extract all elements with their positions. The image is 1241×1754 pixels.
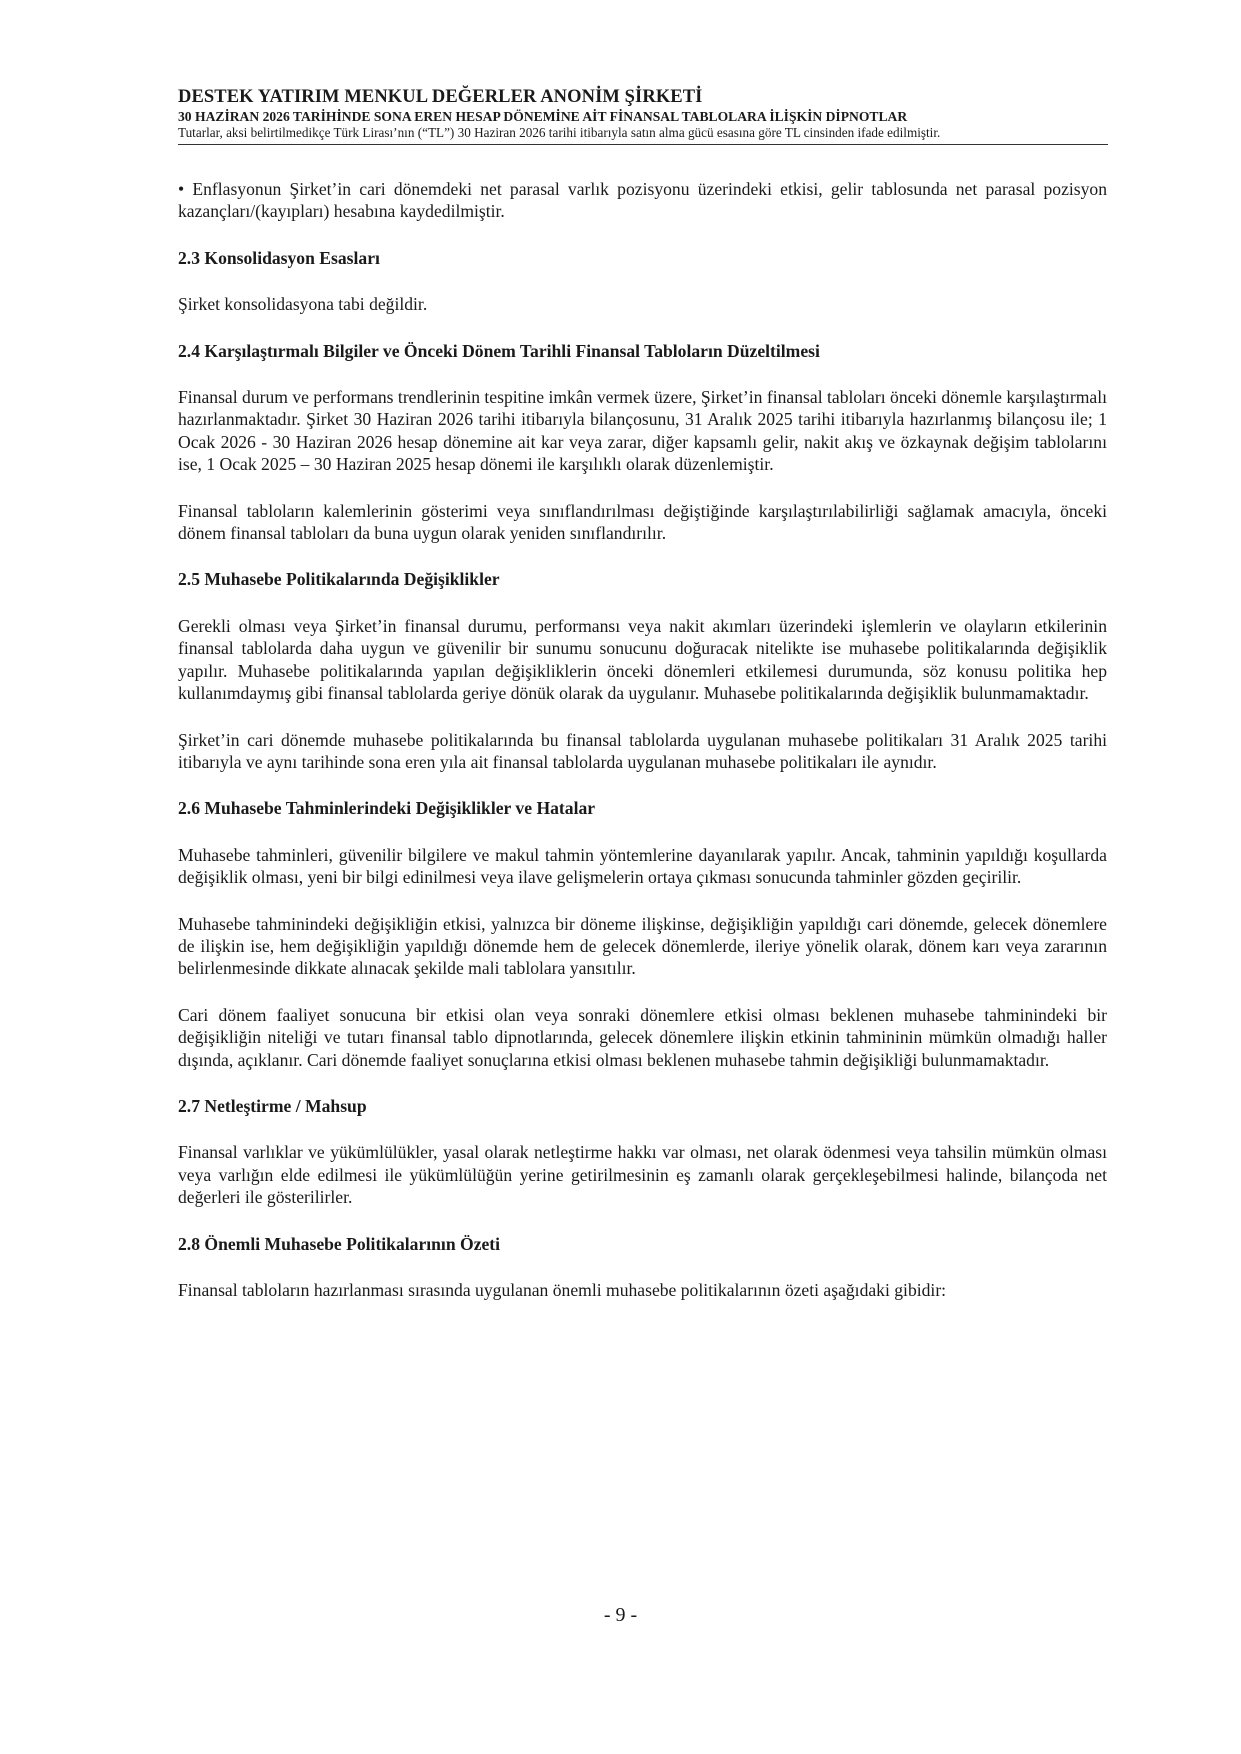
section-2-6-paragraph-2: Muhasebe tahminindeki değişikliğin etkisi, yalnızca bir döneme ilişkinse, değişikliğin yapıldığı cari dönemde, gelecek dönemlere de ilişkin ise, hem değişikliğin yapıldığı dönemde hem de gelecek dönemlerde, ileriye yönelik olarak, dönem karı veya zararının belirlenmesinde dikkate alınacak şekilde mali tablolara yansıtılır.	[178, 913, 1107, 979]
section-2-6-paragraph-3: Cari dönem faaliyet sonucuna bir etkisi olan veya sonraki dönemlere etkisi olması beklenen muhasebe tahminindeki bir değişikliğin niteliği ve tutarı finansal tablo dipnotlarında, gelecek dönemlere ilişkin etkinin tahmininin mümkün olmadığı haller dışında, açıklanır. Cari dönemde faaliyet sonuçlarına etkisi olması beklenen muhasebe tahmin değişikliği bulunmamaktadır.	[178, 1004, 1107, 1070]
currency-note: Tutarlar, aksi belirtilmedikçe Türk Lirası’nın (“TL”) 30 Haziran 2026 tarihi itibarıyla satın alma gücü esasına göre TL cinsinden ifade edilmiştir.	[178, 125, 941, 140]
document-body	[178, 178, 1107, 1301]
page-header	[178, 86, 1108, 145]
section-2-7-paragraph-1: Finansal varlıklar ve yükümlülükler, yasal olarak netleştirme hakkı var olması, net olarak ödenmesi veya tahsilin mümkün olması veya varlığın elde edilmesi ile yükümlülüğün yerine getirilmesinin eş zamanlı olarak gerçekleşebilmesi halinde, bilançoda net değerleri ile gösterilirler.	[178, 1142, 1107, 1208]
section-2-8-title: 2.8 Önemli Muhasebe Politikalarının Özeti	[178, 1233, 501, 1254]
section-2-5-title: 2.5 Muhasebe Politikalarında Değişiklikler	[178, 569, 500, 590]
section-2-4-paragraph-2: Finansal tabloların kalemlerinin gösterimi veya sınıflandırılması değiştiğinde karşılaştırılabilirliği sağlamak amacıyla, önceki dönem finansal tabloları da buna uygun olarak yeniden sınıflandırılır.	[178, 500, 1107, 544]
section-2-6-paragraph-1: Muhasebe tahminleri, güvenilir bilgilere ve makul tahmin yöntemlerine dayanılarak yapılır. Ancak, tahminin yapıldığı koşullarda değişiklik olması, yeni bir bilgi edinilmesi veya ilave gelişmelerin ortaya çıkması sonucunda tahminler gözden geçirilir.	[178, 844, 1107, 888]
section-2-3-paragraph-1: Şirket konsolidasyona tabi değildir.	[178, 294, 428, 315]
section-2-4-title: 2.4 Karşılaştırmalı Bilgiler ve Önceki Dönem Tarihli Finansal Tabloların Düzeltilmesi	[178, 340, 820, 361]
section-2-3-title: 2.3 Konsolidasyon Esasları	[178, 247, 380, 268]
inflation-bullet: • Enflasyonun Şirket’in cari dönemdeki net parasal varlık pozisyonu üzerindeki etkisi, gelir tablosunda net parasal pozisyon kazançları/(kayıpları) hesabına kaydedilmiştir.	[178, 179, 1107, 222]
section-2-6-title: 2.6 Muhasebe Tahminlerindeki Değişiklikler ve Hatalar	[178, 798, 596, 819]
section-2-4-paragraph-1: Finansal durum ve performans trendlerinin tespitine imkân vermek üzere, Şirket’in finansal tabloları önceki dönemle karşılaştırmalı hazırlanmaktadır. Şirket 30 Haziran 2026 tarihi itibarıyla bilançosunu, 31 Aralık 2025 tarihi itibarıyla hazırlanmış bilançosu ile; 1 Ocak 2026 - 30 Haziran 2026 hesap dönemine ait kar veya zarar, diğer kapsamlı gelir, nakit akış ve özkaynak değişim tablolarını ise, 1 Ocak 2025 – 30 Haziran 2025 hesap dönemi ile karşılıklı olarak düzenlemiştir.	[178, 387, 1107, 475]
section-2-7-title: 2.7 Netleştirme / Mahsup	[178, 1095, 367, 1116]
section-2-5-paragraph-1: Gerekli olması veya Şirket’in finansal durumu, performansı veya nakit akımları üzerindeki işlemlerin ve olayların etkilerinin finansal tablolarda daha uygun ve güvenilir bir sunumu sonucunu doğuracak nitelikte ise muhasebe politikalarında değişiklik yapılır. Muhasebe politikalarında yapılan değişikliklerin önceki dönemleri etkilemesi durumunda, söz konusu politika hep kullanımdaymış gibi finansal tablolarda geriye dönük olarak da uygulanır. Muhasebe politikalarında değişiklik bulunmamaktadır.	[178, 615, 1107, 704]
section-2-8-paragraph-1: Finansal tabloların hazırlanması sırasında uygulanan önemli muhasebe politikalarının özeti aşağıdaki gibidir:	[178, 1280, 947, 1300]
section-2-5-paragraph-2: Şirket’in cari dönemde muhasebe politikalarında bu finansal tablolarda uygulanan muhasebe politikaları 31 Aralık 2025 tarihi itibarıyla ve aynı tarihinde sona eren yıla ait finansal tablolarda uygulanan muhasebe politikaları ile aynıdır.	[178, 729, 1107, 772]
company-name: DESTEK YATIRIM MENKUL DEĞERLER ANONİM ŞİRKETİ	[178, 87, 703, 107]
report-subtitle: 30 HAZİRAN 2026 TARİHİNDE SONA EREN HESAP DÖNEMİNE AİT FİNANSAL TABLOLARA İLİŞKİN DİPNOTLAR	[178, 109, 908, 124]
page-number: - 9 -	[603, 1604, 638, 1626]
